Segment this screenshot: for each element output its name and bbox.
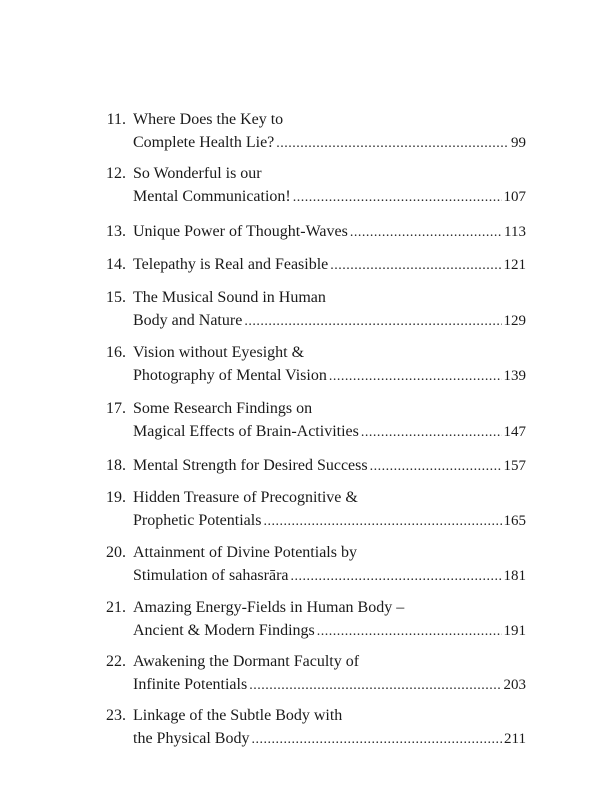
dot-leader — [263, 511, 501, 533]
dot-leader — [244, 311, 501, 333]
page-number: 181 — [503, 568, 526, 584]
entry-title-continued: Complete Health Lie? — [133, 134, 275, 151]
entry-title-continued: the Physical Body — [133, 730, 250, 747]
dot-leader — [350, 222, 502, 244]
dot-leader — [370, 456, 502, 478]
entry-title: Some Research Findings on — [133, 400, 313, 417]
entry-title: Awakening the Dormant Faculty of — [133, 653, 360, 670]
entry-number: 21. — [106, 599, 126, 616]
dot-leader — [251, 729, 502, 751]
page-number: 211 — [504, 731, 526, 747]
dot-leader — [361, 422, 502, 444]
entry-title: Vision without Eyesight & — [133, 344, 305, 361]
entry-title: Unique Power of Thought-Waves — [133, 223, 348, 240]
entry-title-continued: Mental Communication! — [133, 188, 291, 205]
entry-number: 12. — [106, 165, 126, 182]
dot-leader — [317, 621, 502, 643]
entry-number: 14. — [106, 256, 126, 273]
entry-number: 11. — [106, 111, 126, 128]
entry-title-continued: Ancient & Modern Findings — [133, 622, 315, 639]
entry-title: Where Does the Key to — [133, 111, 284, 128]
entry-title: So Wonderful is our — [133, 165, 262, 182]
entry-title-continued: Body and Nature — [133, 312, 243, 329]
entry-title: Amazing Energy-Fields in Human Body – — [133, 599, 405, 616]
page-number: 113 — [504, 224, 526, 240]
page-number: 157 — [503, 458, 526, 474]
entry-title: Attainment of Divine Potentials by — [133, 544, 357, 561]
entry-title: Hidden Treasure of Precognitive & — [133, 489, 358, 506]
page-number: 191 — [503, 623, 526, 639]
dot-leader — [276, 133, 509, 155]
page-number: 99 — [511, 135, 526, 151]
dot-leader — [329, 366, 502, 388]
entry-number: 13. — [106, 223, 126, 240]
entry-title: Mental Strength for Desired Success — [133, 457, 368, 474]
entry-number: 20. — [106, 544, 126, 561]
entry-number: 15. — [106, 289, 126, 306]
page-number: 107 — [503, 189, 526, 205]
entry-number: 22. — [106, 653, 126, 670]
page-number: 139 — [503, 368, 526, 384]
dot-leader — [330, 255, 501, 277]
entry-title-continued: Prophetic Potentials — [133, 512, 262, 529]
entry-title-continued: Photography of Mental Vision — [133, 367, 327, 384]
entry-number: 18. — [106, 457, 126, 474]
entry-number: 16. — [106, 344, 126, 361]
dot-leader — [293, 187, 502, 209]
dot-leader — [249, 675, 501, 697]
page-number: 121 — [503, 257, 526, 273]
entry-title-continued: Infinite Potentials — [133, 676, 248, 693]
entry-title: The Musical Sound in Human — [133, 289, 326, 306]
dot-leader — [291, 566, 502, 588]
entry-number: 23. — [106, 707, 126, 724]
entry-title: Telepathy is Real and Feasible — [133, 256, 329, 273]
entry-title-continued: Magical Effects of Brain-Activities — [133, 423, 359, 440]
page-number: 129 — [503, 313, 526, 329]
entry-title: Linkage of the Subtle Body with — [133, 707, 343, 724]
page-number: 165 — [503, 513, 526, 529]
page-number: 147 — [503, 424, 526, 440]
entry-number: 17. — [106, 400, 126, 417]
entry-title-continued: Stimulation of sahasrāra — [133, 567, 289, 584]
page-number: 203 — [503, 677, 526, 693]
entry-number: 19. — [106, 489, 126, 506]
